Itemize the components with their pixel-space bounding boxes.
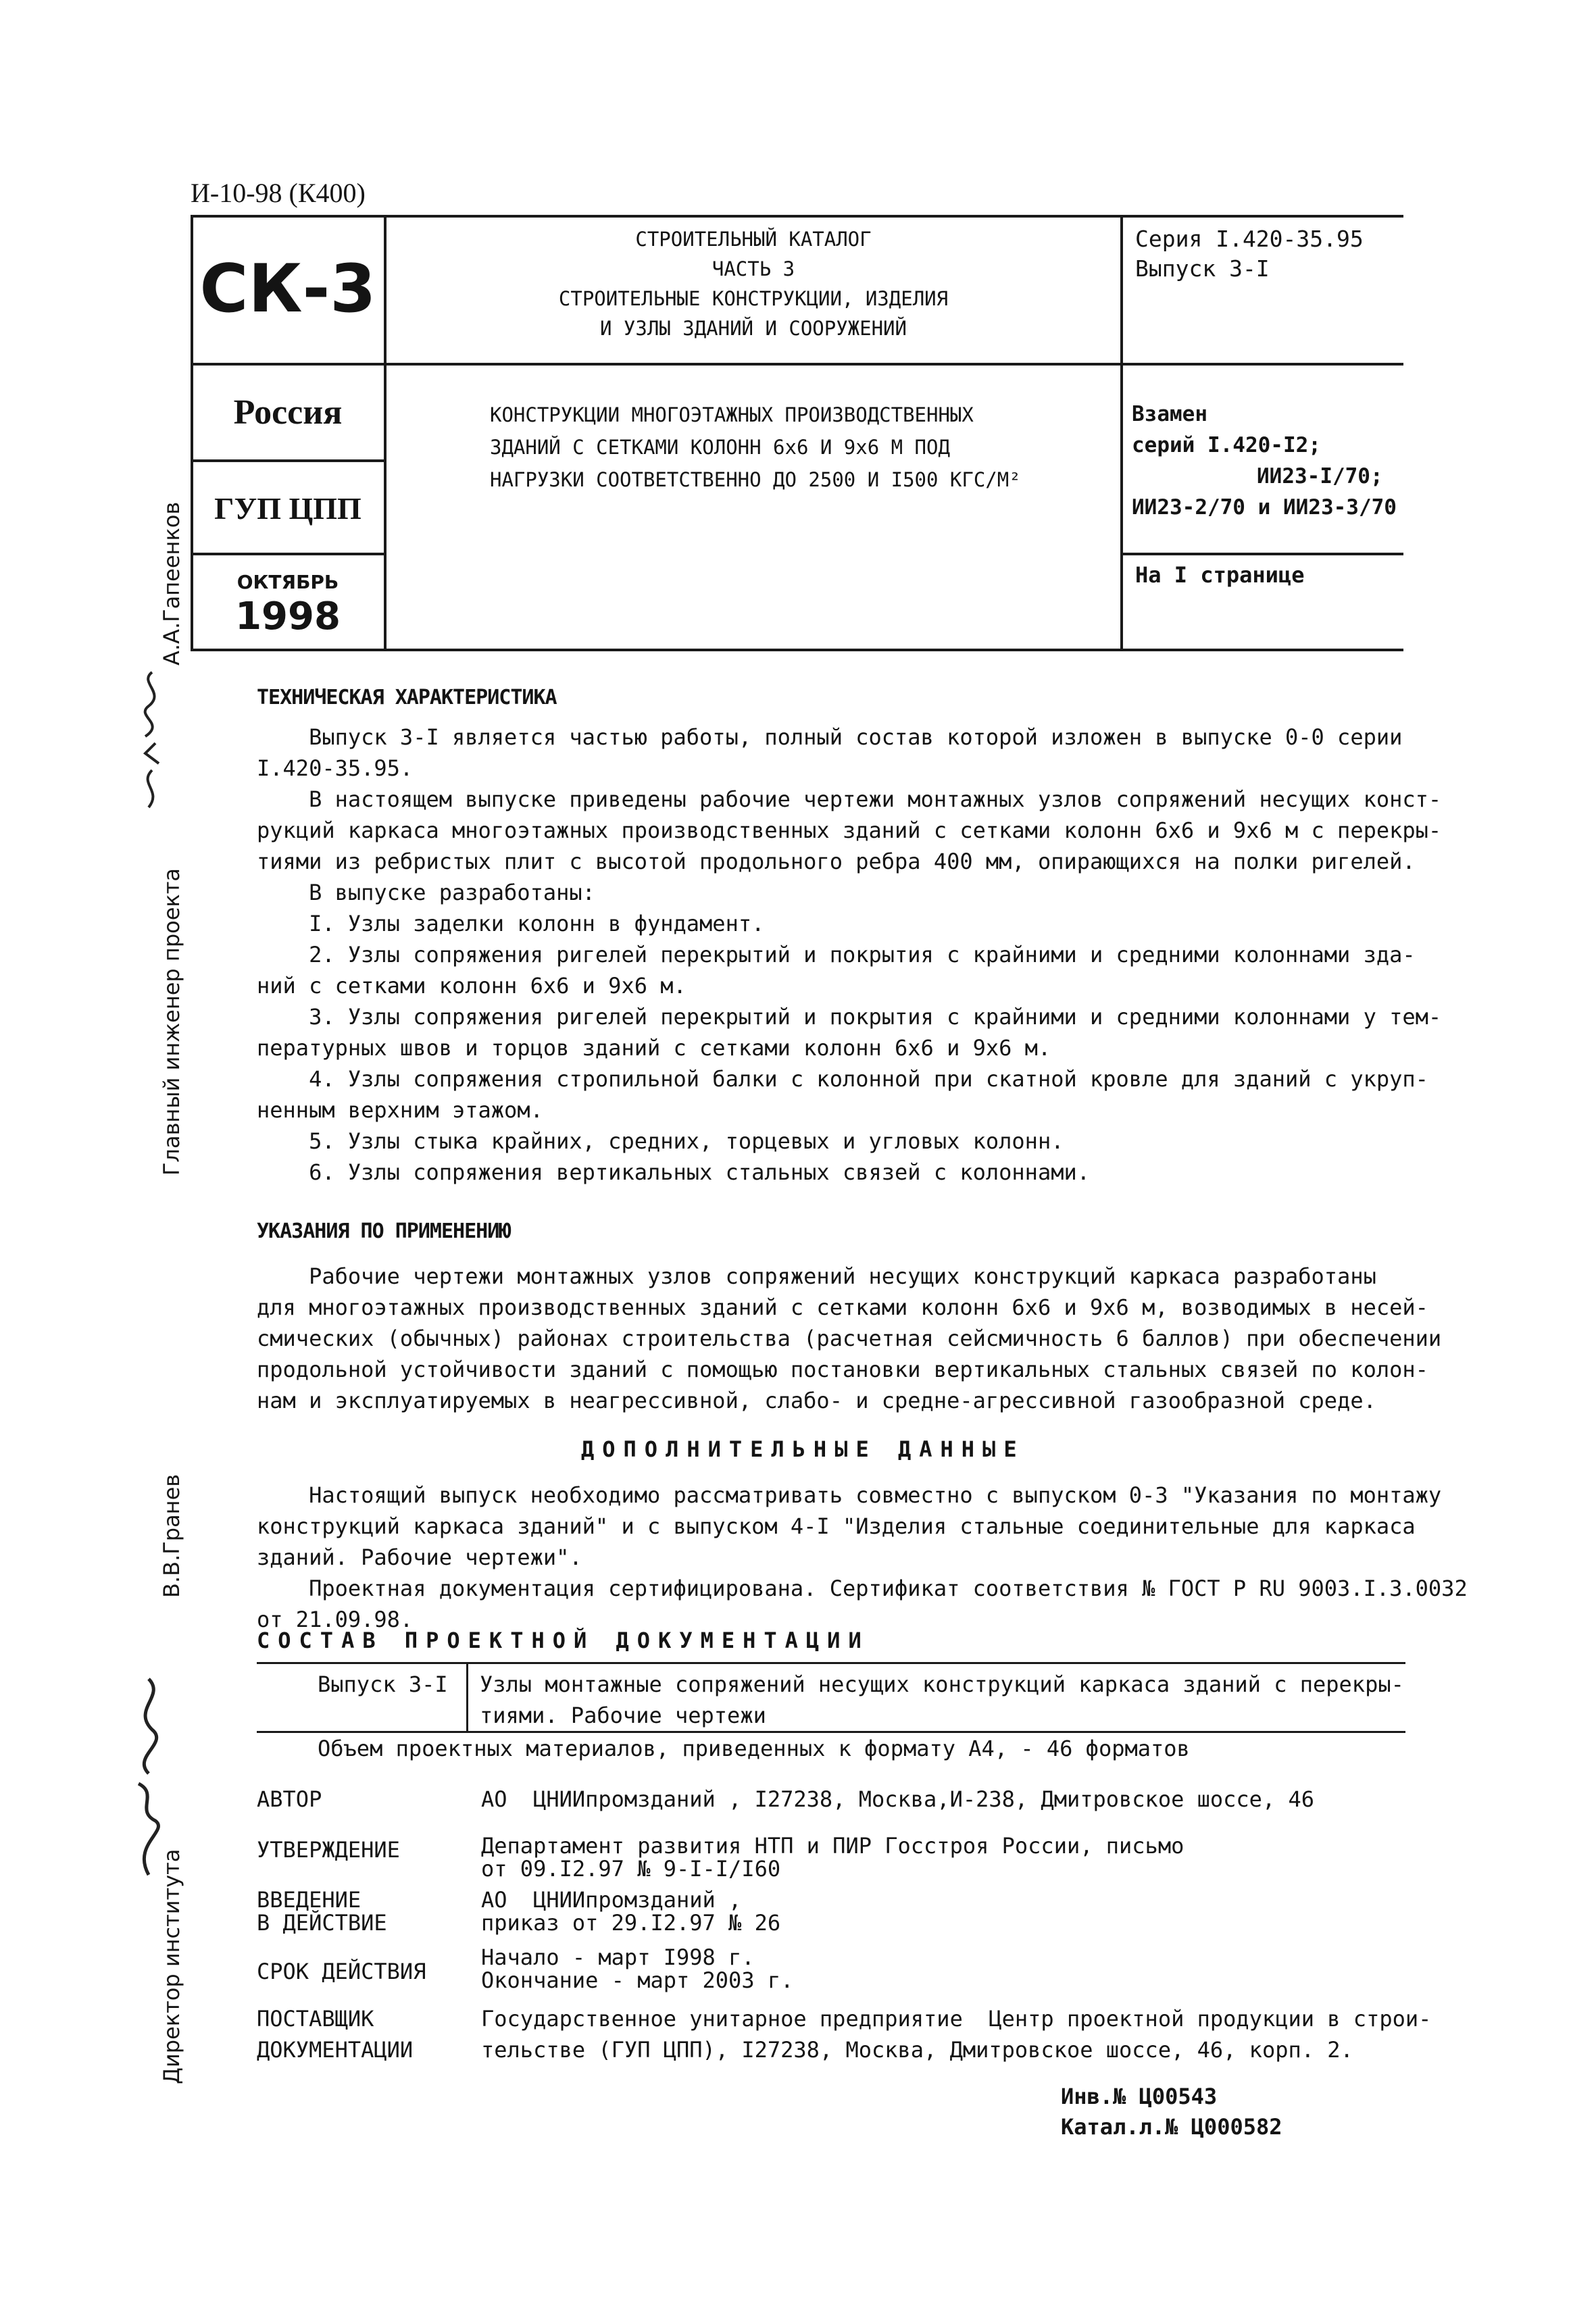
subject-line: КОНСТРУКЦИИ МНОГОЭТАЖНЫХ ПРОИЗВОДСТВЕННЫХ — [490, 403, 974, 426]
detail-value: приказ от 29.I2.97 № 26 — [481, 1910, 781, 1936]
country-label: Россия — [233, 393, 343, 432]
catalog-logo: СК-3 — [199, 250, 376, 328]
detail-value: от 09.I2.97 № 9-I-I/I60 — [481, 1856, 781, 1882]
document-code: И-10-98 (К400) — [191, 178, 366, 208]
replace-line: Взамен — [1132, 402, 1207, 426]
details-value-enforcement — [481, 1888, 780, 1934]
composition-issue: Выпуск 3-I — [318, 1671, 448, 1697]
replaces-series — [1132, 399, 1397, 523]
replace-line: ИИ23-2/70 и ИИ23-3/70 — [1132, 495, 1397, 520]
details-label-enforcement — [257, 1888, 387, 1934]
details-value-validity — [481, 1946, 793, 1992]
tech-line: ний с сетками колонн 6х6 и 9х6 м. — [257, 973, 687, 999]
tech-line: I.420-35.95. — [257, 755, 414, 781]
document-subject — [490, 399, 1021, 496]
composition-desc-line: Узлы монтажные сопряжений несущих конструкций каркаса зданий с перекры- — [480, 1671, 1404, 1697]
extra-line: Настоящий выпуск необходимо рассматривать совместно с выпуском 0-3 "Указания по монтажу — [257, 1482, 1442, 1508]
usage-line: Рабочие чертежи монтажных узлов сопряжений несущих конструкций каркаса разработаны — [257, 1263, 1376, 1289]
director-name: В.В.Гранев — [159, 1474, 184, 1598]
catalog-title-line: СТРОИТЕЛЬНЫЙ КАТАЛОГ — [635, 228, 872, 251]
extra-heading: ДОПОЛНИТЕЛЬНЫЕ ДАННЫЕ — [581, 1436, 1025, 1462]
details-value-supplier — [481, 2003, 1431, 2065]
detail-value: Государственное унитарное предприятие Центр проектной продукции в строи- — [481, 2006, 1432, 2032]
extra-line: от 21.09.98. — [257, 1607, 414, 1632]
right-col-divider — [1120, 553, 1403, 555]
composition-volume: Объем проектных материалов, приведенных к формату А4, - 46 форматов — [318, 1736, 1190, 1761]
detail-label: АВТОР — [257, 1786, 322, 1812]
usage-line: продольной устойчивости зданий с помощью постановки вертикальных стальных связей по колон- — [257, 1357, 1428, 1382]
tech-line: ненным верхним этажом. — [257, 1097, 543, 1123]
tech-line: пературных швов и торцов зданий с сетками колонн 6х6 и 9х6 м. — [257, 1035, 1051, 1061]
issue-month: ОКТЯБРЬ — [236, 571, 339, 593]
composition-col-divider — [466, 1662, 468, 1732]
left-col-divider-1 — [191, 459, 386, 462]
catalog-title-line: СТРОИТЕЛЬНЫЕ КОНСТРУКЦИИ, ИЗДЕЛИЯ — [558, 287, 949, 310]
extra-section — [257, 1480, 1468, 1635]
issue-number: Выпуск 3-I — [1135, 255, 1270, 282]
header-bottom-border — [191, 649, 1403, 651]
tech-line: 2. Узлы сопряжения ригелей перекрытий и покрытия с крайними и средними колоннами зда- — [257, 942, 1416, 967]
header-col-divider-1 — [384, 215, 386, 651]
detail-value: тельстве (ГУП ЦПП), I27238, Москва, Дмитровское шоссе, 46, корп. 2. — [481, 2037, 1353, 2063]
page-note: На I странице — [1135, 562, 1305, 588]
usage-section — [257, 1261, 1441, 1416]
catalog-title — [389, 224, 1118, 343]
details-value-approval — [481, 1834, 1184, 1880]
usage-line: для многоэтажных производственных зданий с сетками колонн 6х6 и 9х6 м, возводимых в несей- — [257, 1294, 1428, 1320]
chief-engineer-name: А.А.Гапеенков — [159, 501, 184, 665]
series-number: Серия I.420-35.95 — [1135, 226, 1364, 252]
subject-line: НАГРУЗКИ СООТВЕТСТВЕННО ДО 2500 И I500 КГС/М² — [490, 468, 1021, 491]
tech-line: В выпуске разработаны: — [257, 880, 595, 905]
tech-section — [257, 722, 1441, 1188]
catalog-title-line: И УЗЛЫ ЗДАНИЙ И СООРУЖЕНИЙ — [600, 317, 907, 340]
tech-line: 5. Узлы стыка крайних, средних, торцевых и угловых колонн. — [257, 1128, 1064, 1154]
director-signature — [118, 1676, 179, 1878]
usage-line: нам и эксплуатируемых в неагрессивной, слабо- и средне-агрессивной газообразной среде. — [257, 1388, 1376, 1413]
chief-engineer-label: Главный инженер проекта — [159, 868, 184, 1176]
composition-desc-line: тиями. Рабочие чертежи — [480, 1703, 766, 1728]
tech-line: 3. Узлы сопряжения ригелей перекрытий и покрытия с крайними и средними колоннами у тем- — [257, 1004, 1442, 1030]
tech-line: I. Узлы заделки колонн в фундамент. — [257, 911, 765, 936]
extra-line: Проектная документация сертифицирована. Сертификат соответствия № ГОСТ Р RU 9003.I.3.0032 — [257, 1576, 1468, 1601]
series-info — [1135, 224, 1364, 284]
detail-value: АО ЦНИИпромзданий , I27238, Москва,И-238, Дмитровское шоссе, 46 — [481, 1786, 1314, 1812]
tech-heading: ТЕХНИЧЕСКАЯ ХАРАКТЕРИСТИКА — [257, 686, 557, 709]
composition-top-border — [257, 1662, 1405, 1664]
tech-line: В настоящем выпуске приведены рабочие чертежи монтажных узлов сопряжений несущих конст- — [257, 786, 1442, 812]
detail-value: АО ЦНИИпромзданий , — [481, 1887, 742, 1913]
extra-line: зданий. Рабочие чертежи". — [257, 1544, 582, 1570]
subject-line: ЗДАНИЙ С СЕТКАМИ КОЛОНН 6х6 И 9х6 М ПОД — [490, 436, 950, 459]
detail-value: Департамент развития НТП и ПИР Госстроя России, письмо — [481, 1833, 1184, 1859]
left-col-divider-2 — [191, 553, 386, 555]
usage-line: смических (обычных) районах строительства (расчетная сейсмичность 6 баллов) при обеспечении — [257, 1326, 1442, 1351]
tech-line: 4. Узлы сопряжения стропильной балки с колонной при скатной кровле для зданий с укруп- — [257, 1066, 1428, 1092]
detail-label: В ДЕЙСТВИЕ — [257, 1910, 387, 1936]
director-label: Директор института — [159, 1848, 184, 2084]
composition-heading: СОСТАВ ПРОЕКТНОЙ ДОКУМЕНТАЦИИ — [257, 1628, 870, 1653]
detail-label: ВВЕДЕНИЕ — [257, 1887, 361, 1913]
inventory-number: Инв.№ Ц00543 — [1061, 2084, 1218, 2109]
organization-label: ГУП ЦПП — [214, 491, 361, 526]
details-label-supplier — [257, 2003, 413, 2065]
tech-line: рукций каркаса многоэтажных производственных зданий с сетками колонн 6х6 и 9х6 м с перекры- — [257, 818, 1442, 843]
details-label-author — [257, 1784, 322, 1815]
details-label-validity — [257, 1956, 426, 1987]
tech-line: тиями из ребристых плит с высотой продольного ребра 400 мм, опирающихся на полки ригелей. — [257, 849, 1416, 874]
detail-label: ПОСТАВЩИК — [257, 2006, 374, 2032]
detail-label: СРОК ДЕЙСТВИЯ — [257, 1959, 426, 1984]
header-col-divider-2 — [1120, 215, 1123, 651]
header-row1-border — [191, 363, 1403, 366]
details-label-approval — [257, 1834, 400, 1865]
detail-label: ДОКУМЕНТАЦИИ — [257, 2037, 414, 2063]
catalog-title-line: ЧАСТЬ 3 — [712, 257, 795, 280]
detail-label: УТВЕРЖДЕНИЕ — [257, 1837, 400, 1863]
extra-line: конструкций каркаса зданий" и с выпуском 4-I "Изделия стальные соединительные для каркаса — [257, 1513, 1416, 1539]
composition-desc — [480, 1669, 1404, 1731]
tech-line: Выпуск 3-I является частью работы, полный состав которой изложен в выпуске 0-0 серии — [257, 724, 1403, 750]
tech-line: 6. Узлы сопряжения вертикальных стальных связей с колоннами. — [257, 1159, 1090, 1185]
chief-engineer-signature — [125, 669, 179, 811]
usage-heading: УКАЗАНИЯ ПО ПРИМЕНЕНИЮ — [257, 1219, 511, 1243]
details-value-author — [481, 1784, 1314, 1815]
catalog-sheet-number: Катал.л.№ Ц000582 — [1061, 2114, 1282, 2140]
detail-value: Начало - март I998 г. — [481, 1944, 755, 1970]
replace-line: серий I.420-I2; — [1132, 433, 1321, 457]
replace-line: ИИ23-I/70; — [1257, 464, 1383, 488]
issue-year: 1998 — [235, 595, 341, 638]
detail-value: Окончание - март 2003 г. — [481, 1967, 794, 1993]
